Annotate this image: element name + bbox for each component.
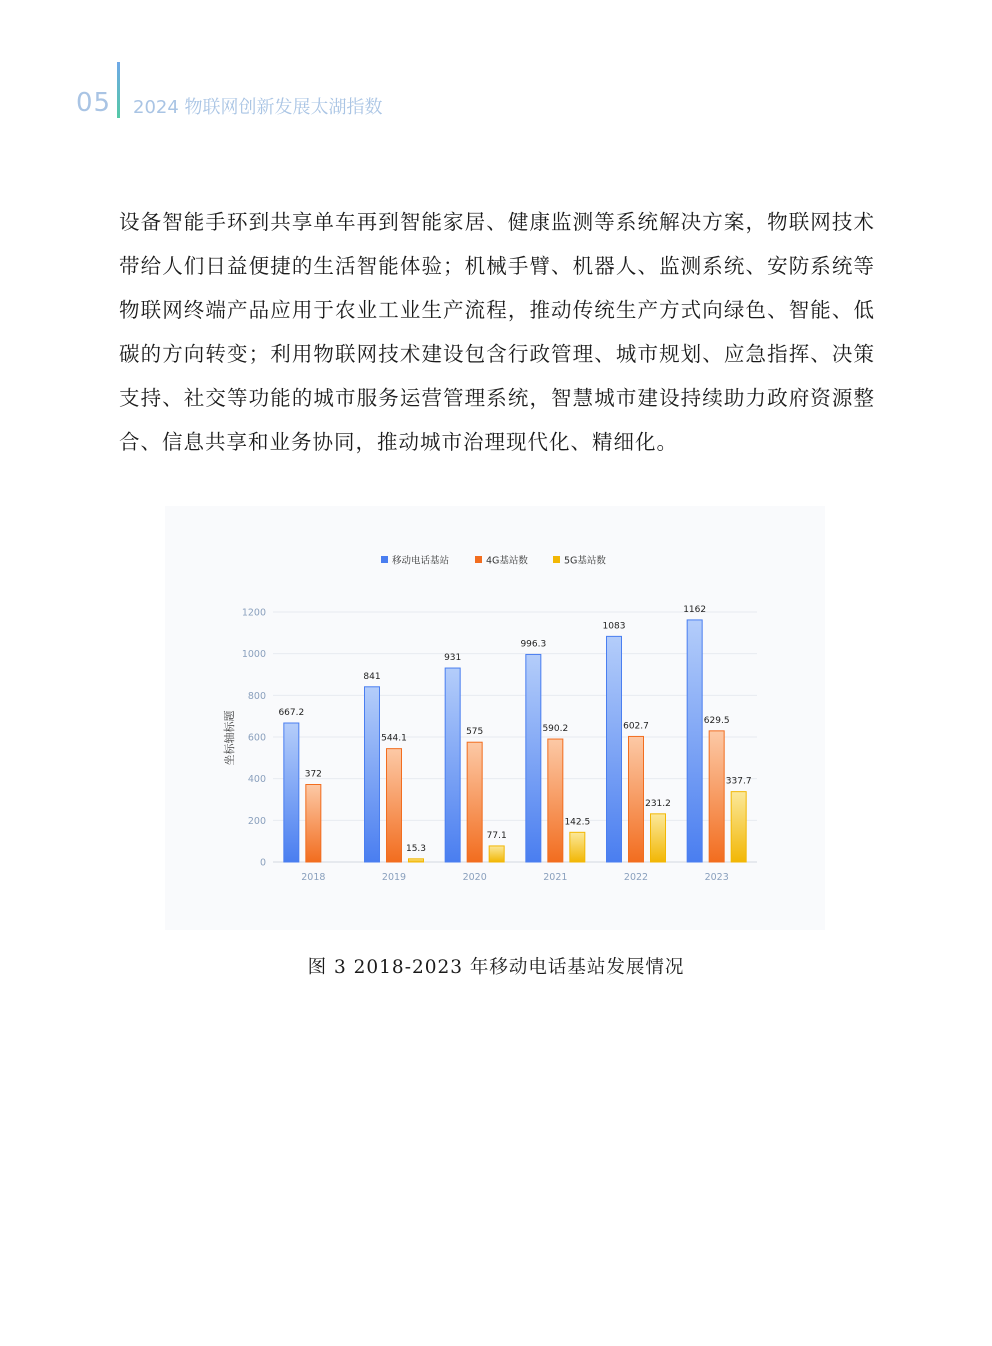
bar-chart (165, 506, 825, 930)
document-title: 2024 物联网创新发展太湖指数 (133, 97, 383, 118)
y-tick-label: 600 (247, 732, 266, 744)
bar-2022-2 (651, 814, 666, 862)
chart-legend (381, 555, 606, 567)
bar-2020-2 (489, 846, 504, 862)
data-label: 575 (466, 727, 484, 738)
y-tick-label: 1200 (241, 607, 266, 619)
x-tick-label: 2018 (301, 872, 326, 883)
figure-caption: 图 3 2018-2023 年移动电话基站发展情况 (307, 957, 685, 978)
data-label: 1083 (602, 621, 626, 632)
x-tick-label: 2022 (623, 872, 649, 883)
bar-2023-0 (687, 620, 702, 862)
bar-2019-1 (387, 749, 402, 862)
body-paragraph: 设备智能手环到共享单车再到智能家居、健康监测等系统解决方案，物联网技术带给人们日益便捷的生活智能体验；机械手臂、机器人、监测系统、安防系统等物联网终端产品应用于农业工业生产流程，推动传统生产方式向绿色、智能、低碳的方向转变；利用物联网技术建设包含行政管理、城市规划、应急指挥、决策支持、社交等功能的城市服务运营管理系统，智慧城市建设持续助力政府资源整合、信息共享和业务协同，推动城市治理现代化、精细化。 (119, 210, 875, 454)
x-tick-label: 2019 (381, 872, 407, 883)
legend-label: 5G基站数 (564, 555, 606, 567)
legend-label: 4G基站数 (486, 555, 528, 567)
y-tick-label: 1000 (241, 649, 266, 661)
data-label: 337.7 (725, 776, 752, 787)
bar-2019-2 (409, 859, 424, 862)
bar-2021-1 (548, 739, 563, 862)
bar-2021-2 (570, 832, 585, 862)
x-tick-label: 2023 (704, 872, 729, 883)
x-tick-label: 2020 (462, 872, 487, 883)
data-label: 667.2 (278, 708, 305, 718)
data-label: 931 (444, 653, 462, 664)
data-label: 590.2 (542, 724, 569, 735)
data-label: 15.3 (405, 843, 427, 854)
x-tick-label: 2021 (543, 872, 568, 883)
data-label: 372 (304, 769, 322, 780)
header-divider (117, 62, 120, 118)
bar-2020-1 (467, 742, 482, 862)
data-label: 996.3 (520, 639, 547, 650)
data-label: 544.1 (381, 733, 407, 744)
legend-swatch (475, 556, 482, 563)
chart-grid (273, 612, 757, 862)
data-label: 142.5 (564, 817, 591, 828)
bar-2022-1 (629, 736, 644, 862)
y-tick-label: 200 (247, 815, 266, 827)
bar-2019-0 (365, 687, 380, 862)
data-label: 1162 (683, 604, 707, 615)
y-axis-label: 坐标轴标题 (223, 710, 236, 766)
legend-label: 移动电话基站 (392, 555, 450, 567)
bar-2023-1 (709, 731, 724, 862)
page-header (76, 62, 676, 118)
bar-2020-0 (445, 668, 460, 862)
chart-panel (165, 506, 825, 930)
chart-bars (284, 620, 746, 862)
bar-2018-1 (306, 785, 321, 863)
page-number: 05 (76, 88, 112, 118)
bar-2022-0 (607, 636, 622, 862)
bar-2021-0 (526, 654, 541, 862)
x-axis-ticks (301, 872, 729, 883)
bar-2023-2 (731, 792, 746, 862)
bar-2018-0 (284, 723, 299, 862)
y-tick-label: 800 (247, 690, 266, 702)
y-tick-label: 400 (247, 774, 266, 786)
data-label: 841 (363, 671, 381, 682)
y-axis-ticks (242, 608, 266, 869)
legend-swatch (553, 556, 560, 563)
data-label: 629.5 (703, 715, 730, 726)
legend-swatch (381, 556, 388, 563)
data-label: 231.2 (645, 798, 671, 809)
data-labels (278, 605, 751, 854)
data-label: 602.7 (623, 721, 649, 732)
data-label: 77.1 (486, 830, 507, 841)
y-tick-label: 0 (259, 857, 266, 869)
